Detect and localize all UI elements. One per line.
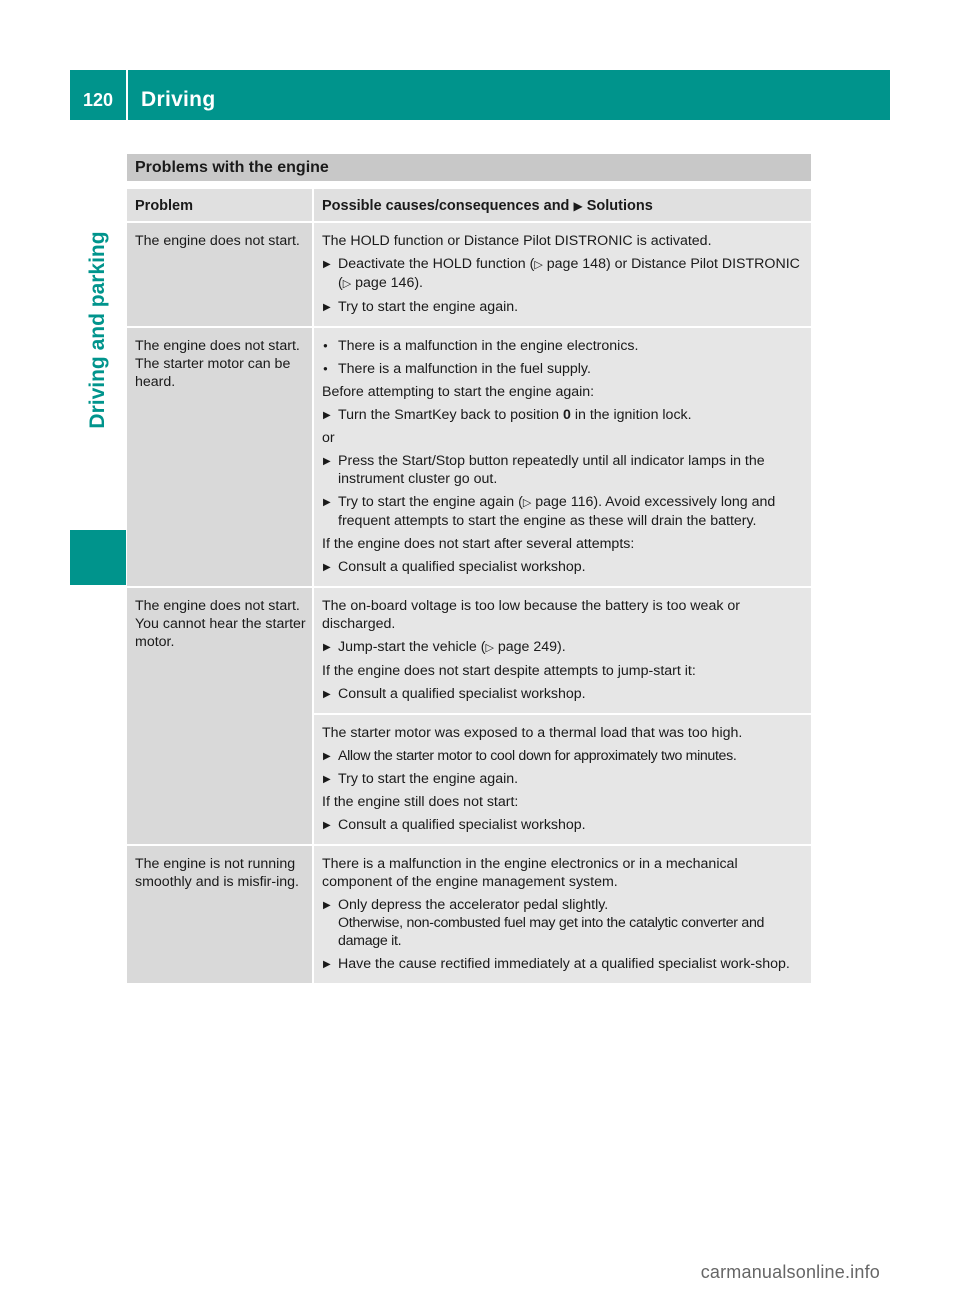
- page-ref-icon: ▷: [522, 497, 532, 509]
- fact-item: ● There is a malfunction in the engine electronics.: [322, 337, 805, 355]
- side-tab-label: Driving and parking: [86, 231, 109, 429]
- table-header-row: [127, 189, 811, 223]
- instruction-text: If the engine does not start despite attempts to jump-start it:: [322, 663, 696, 679]
- solution-cell: [314, 223, 811, 328]
- instruction-text: If the engine still does not start:: [322, 794, 519, 810]
- action-item: ▶ Try to start the engine again (▷ page 116). Avoid excessively long and frequent attempts to start the engine as these will drain the battery.: [322, 493, 805, 530]
- section-title: Problems with the engine: [127, 154, 811, 181]
- page-number: 120: [82, 90, 114, 110]
- action-item: ▶ Have the cause rectified immediately at a qualified specialist work-shop.: [322, 955, 805, 973]
- content-area: [127, 154, 811, 985]
- page-header: [70, 70, 890, 120]
- page-ref-icon: ▷: [534, 259, 543, 271]
- solution-cell: [314, 328, 811, 588]
- problems-table: [127, 189, 811, 985]
- table-row: [127, 328, 811, 588]
- instruction-text: Before attempting to start the engine again:: [322, 384, 595, 400]
- fact-item: ● There is a malfunction in the fuel supply.: [322, 360, 805, 378]
- problem-cell: The engine does not start. You cannot hear the starter motor.: [127, 588, 314, 846]
- action-item: ▶ Consult a qualified specialist workshop.: [322, 685, 805, 703]
- table-row: [127, 846, 811, 985]
- solution-cell: [314, 588, 811, 715]
- problem-cell: The engine does not start.: [127, 223, 314, 328]
- header-solutions-prefix: Possible causes/consequences and: [322, 198, 570, 214]
- solution-cell: [314, 846, 811, 985]
- or-text: or: [322, 430, 335, 446]
- cause-text: The on-board voltage is too low because the battery is too weak or discharged.: [322, 598, 740, 632]
- table-row: [127, 223, 811, 328]
- action-item: ▶ Try to start the engine again.: [322, 298, 805, 316]
- problem-cell: The engine is not running smoothly and is misfir-ing.: [127, 846, 314, 985]
- cause-text: The HOLD function or Distance Pilot DISTRONIC is activated.: [322, 233, 712, 249]
- action-item: ▶ Try to start the engine again.: [322, 770, 805, 788]
- side-tab: [70, 120, 126, 585]
- action-item: ▶ Consult a qualified specialist workshop.: [322, 816, 805, 834]
- cause-text: There is a malfunction in the engine electronics or in a mechanical component of the engine management system.: [322, 856, 738, 890]
- action-item: ▶ Only depress the accelerator pedal slightly.: [322, 896, 805, 914]
- action-arrow-icon: ▶: [573, 199, 583, 213]
- table-row: [127, 588, 811, 715]
- header-solutions: [314, 189, 811, 223]
- action-item: ▶ Jump-start the vehicle (▷ page 249).: [322, 638, 805, 657]
- action-item: ▶ Press the Start/Stop button repeatedly until all indicator lamps in the instrument cluster go out.: [322, 452, 805, 488]
- header-divider: [126, 70, 128, 120]
- problem-cell: The engine does not start. The starter motor can be heard.: [127, 328, 314, 588]
- side-tab-marker: [70, 530, 126, 585]
- chapter-title: Driving: [141, 88, 216, 111]
- cause-text: The starter motor was exposed to a thermal load that was too high.: [322, 725, 743, 741]
- page-ref-icon: ▷: [342, 278, 352, 290]
- page-ref-icon: ▷: [485, 642, 494, 654]
- action-item: ▶ Allow the starter motor to cool down for approximately two minutes.: [322, 747, 805, 765]
- action-note: Otherwise, non-combusted fuel may get into the catalytic converter and damage it.: [338, 915, 765, 949]
- watermark: carmanualsonline.info: [700, 1262, 880, 1282]
- action-item: ▶ Turn the SmartKey back to position 0 in the ignition lock.: [322, 406, 805, 424]
- instruction-text: If the engine does not start after several attempts:: [322, 536, 635, 552]
- action-item: ▶ Consult a qualified specialist workshop.: [322, 558, 805, 576]
- action-item: ▶ Deactivate the HOLD function (▷ page 148) or Distance Pilot DISTRONIC (▷ page 146).: [322, 255, 805, 293]
- header-solutions-label: Solutions: [586, 198, 653, 214]
- header-problem: Problem: [127, 189, 314, 223]
- solution-cell: [314, 715, 811, 846]
